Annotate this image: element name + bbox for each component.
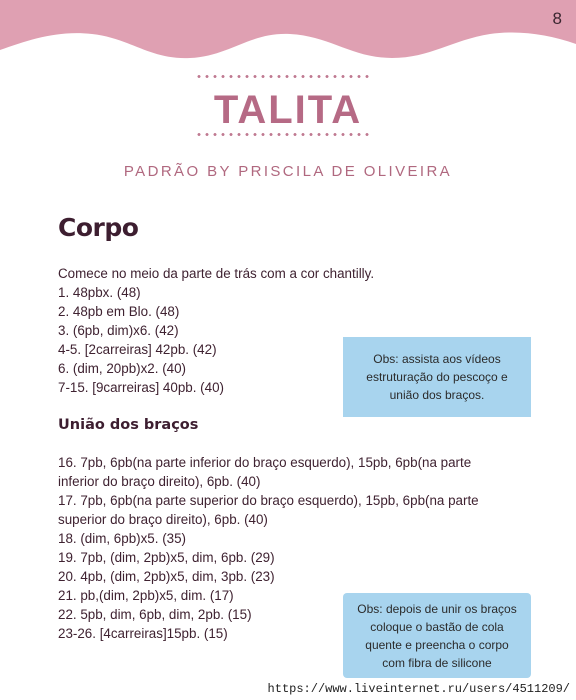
note-box-neck: Obs: assista aos vídeos estruturação do pescoço e união dos braços. [343, 337, 531, 417]
round-line: 16. 7pb, 6pb(na parte inferior do braço esquerdo), 15pb, 6pb(na parte inferior do braço direito), 6pb. (40) [58, 455, 472, 489]
section-title: Corpo [58, 213, 139, 242]
round-line: 19. 7pb, (dim, 2pb)x5, dim, 6pb. (29) [58, 550, 275, 565]
round-line: 23-26. [4carreiras]15pb. (15) [58, 626, 228, 641]
header-wave [0, 0, 576, 62]
round-line: 17. 7pb, 6pb(na parte superior do braço esquerdo), 15pb, 6pb(na parte superior do braço direito), 6pb. (40) [58, 493, 479, 527]
dotted-divider-top [195, 75, 371, 78]
round-line: 20. 4pb, (dim, 2pb)x5, dim, 3pb. (23) [58, 569, 275, 584]
dotted-divider-bottom [195, 133, 371, 136]
round-line: 21. pb,(dim, 2pb)x5, dim. (17) [58, 588, 234, 603]
round-line: 2. 48pb em Blo. (48) [58, 304, 180, 319]
round-line: 1. 48pbx. (48) [58, 285, 141, 300]
pattern-subtitle: PADRÃO BY PRISCILA DE OLIVEIRA [123, 163, 453, 180]
section-intro: Comece no meio da parte de trás com a cor chantilly. [58, 266, 375, 281]
pattern-title: TALITA [213, 88, 363, 132]
round-line: 3. (6pb, dim)x6. (42) [58, 323, 179, 338]
round-line: 22. 5pb, dim, 6pb, dim, 2pb. (15) [58, 607, 252, 622]
round-line: 4-5. [2carreiras] 42pb. (42) [58, 342, 217, 357]
round-line: 7-15. [9carreiras] 40pb. (40) [58, 380, 224, 395]
watermark-url: https://www.liveinternet.ru/users/4511209/ [267, 682, 570, 696]
round-line: 6. (dim, 20pb)x2. (40) [58, 361, 187, 376]
page-number: 8 [552, 9, 562, 28]
note-box-arms: Obs: depois de unir os braços coloque o bastão de cola quente e preencha o corpo com fibra de silicone [343, 593, 531, 678]
subsection-title: União dos braços [58, 417, 199, 433]
round-line: 18. (dim, 6pb)x5. (35) [58, 531, 187, 546]
